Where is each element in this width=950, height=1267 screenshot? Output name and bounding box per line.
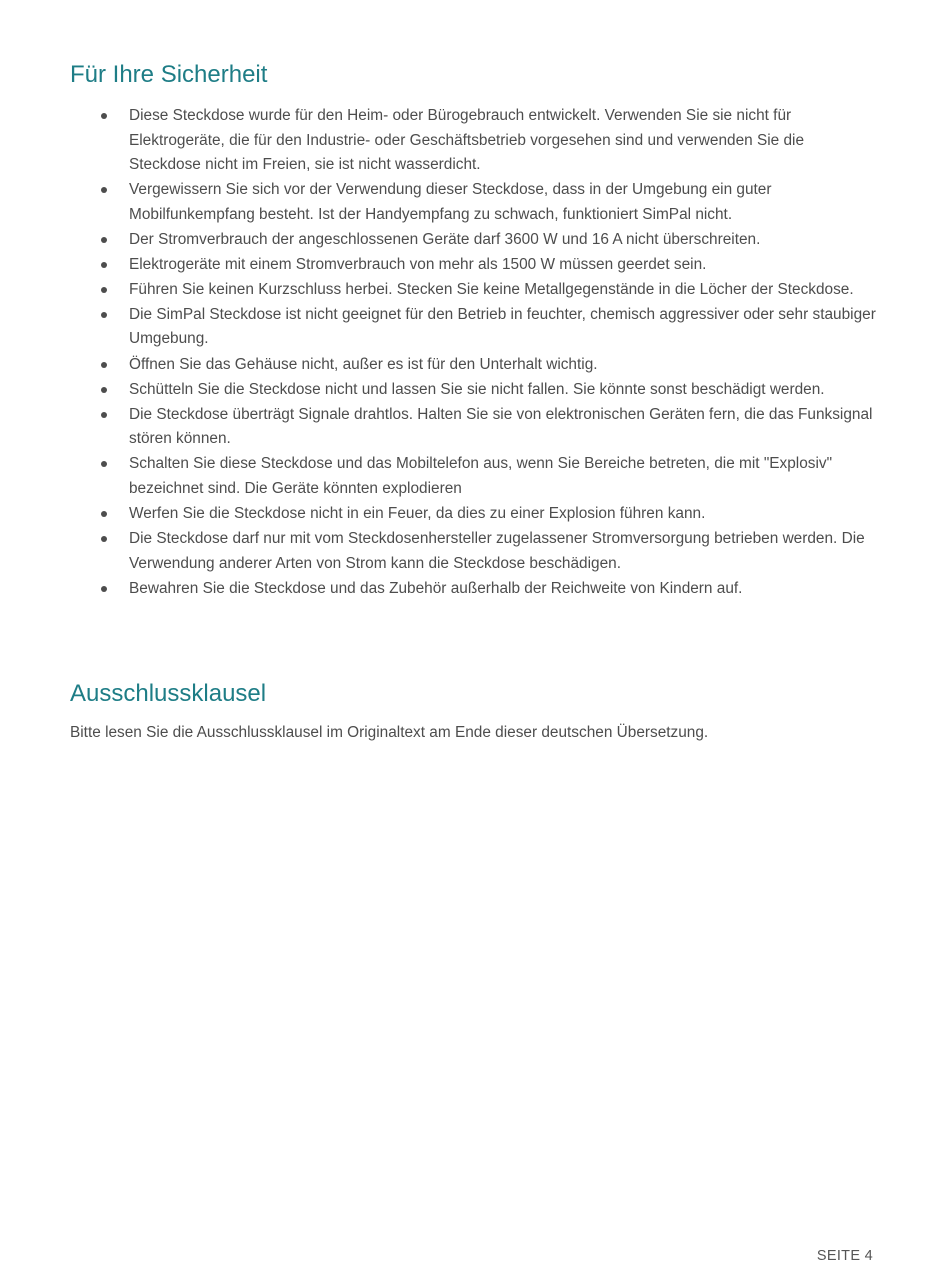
- list-item: [70, 452, 880, 501]
- disclaimer-section-title: Ausschlussklausel: [70, 680, 267, 707]
- list-item-text: Öffnen Sie das Gehäuse nicht, außer es ist für den Unterhalt wichtig.: [129, 355, 598, 373]
- list-item-text: Vergewissern Sie sich vor der Verwendung dieser Steckdose, dass in der Umgebung ein guter Mobilfunkempfang besteht. Ist der Handyempfang zu schwach, funktioniert SimPal nicht.: [129, 181, 772, 223]
- list-item-text: Schalten Sie diese Steckdose und das Mobiltelefon aus, wenn Sie Bereiche betreten, die mit "Explosiv" bezeichnet sind. Die Geräte könnten explodieren: [129, 455, 833, 497]
- list-item: [70, 228, 880, 253]
- bullet-icon: [101, 362, 107, 368]
- list-item: [70, 353, 880, 378]
- bullet-icon: [101, 536, 107, 542]
- bullet-icon: [101, 287, 107, 293]
- bullet-icon: [101, 387, 107, 393]
- bullet-icon: [101, 461, 107, 467]
- bullet-icon: [101, 312, 107, 318]
- list-item-text: Elektrogeräte mit einem Stromverbrauch von mehr als 1500 W müssen geerdet sein.: [129, 255, 707, 273]
- list-item-text: Werfen Sie die Steckdose nicht in ein Feuer, da dies zu einer Explosion führen kann.: [129, 504, 706, 522]
- list-item: [70, 378, 880, 403]
- bullet-icon: [101, 412, 107, 418]
- list-item: [70, 502, 880, 527]
- page-number: SEITE 4: [816, 1248, 873, 1264]
- list-item: [70, 253, 880, 278]
- bullet-icon: [101, 586, 107, 592]
- list-item: [70, 104, 880, 178]
- list-item: [70, 577, 880, 602]
- list-item: [70, 278, 880, 303]
- list-item-text: Die Steckdose darf nur mit vom Steckdosenhersteller zugelassener Stromversorgung betrieben werden. Die Verwendung anderer Arten von Strom kann die Steckdose beschädigen.: [129, 530, 865, 572]
- list-item-text: Bewahren Sie die Steckdose und das Zubehör außerhalb der Reichweite von Kindern auf.: [129, 579, 743, 597]
- list-item-text: Die SimPal Steckdose ist nicht geeignet für den Betrieb in feuchter, chemisch aggressiver oder sehr staubiger Umgebung.: [129, 305, 876, 348]
- bullet-icon: [101, 262, 107, 268]
- list-item: [70, 303, 880, 352]
- list-item-text: Der Stromverbrauch der angeschlossenen Geräte darf 3600 W und 16 A nicht überschreiten.: [129, 230, 761, 248]
- bullet-icon: [101, 237, 107, 243]
- safety-list: [70, 104, 880, 602]
- bullet-icon: [101, 511, 107, 517]
- safety-section-title: Für Ihre Sicherheit: [70, 61, 268, 88]
- list-item: [70, 403, 880, 452]
- list-item-text: Führen Sie keinen Kurzschluss herbei. Stecken Sie keine Metallgegenstände in die Löcher der Steckdose.: [129, 280, 854, 298]
- disclaimer-paragraph: Bitte lesen Sie die Ausschlussklausel im Originaltext am Ende dieser deutschen Übersetzung.: [70, 724, 709, 741]
- list-item-text: Schütteln Sie die Steckdose nicht und lassen Sie sie nicht fallen. Sie könnte sonst beschädigt werden.: [129, 380, 825, 398]
- bullet-icon: [101, 187, 107, 193]
- list-item: [70, 527, 880, 576]
- list-item: [70, 178, 880, 227]
- list-item-text: Die Steckdose überträgt Signale drahtlos. Halten Sie sie von elektronischen Geräten fern, die das Funksignal stören können.: [129, 405, 873, 448]
- bullet-icon: [101, 113, 107, 119]
- list-item-text: Diese Steckdose wurde für den Heim- oder Bürogebrauch entwickelt. Verwenden Sie sie nicht für Elektrogeräte, die für den Industrie- oder Geschäftsbetrieb vorgesehen sind und verwenden Sie die Steckdose nicht im Freien, sie ist nicht wasserdicht.: [129, 107, 805, 173]
